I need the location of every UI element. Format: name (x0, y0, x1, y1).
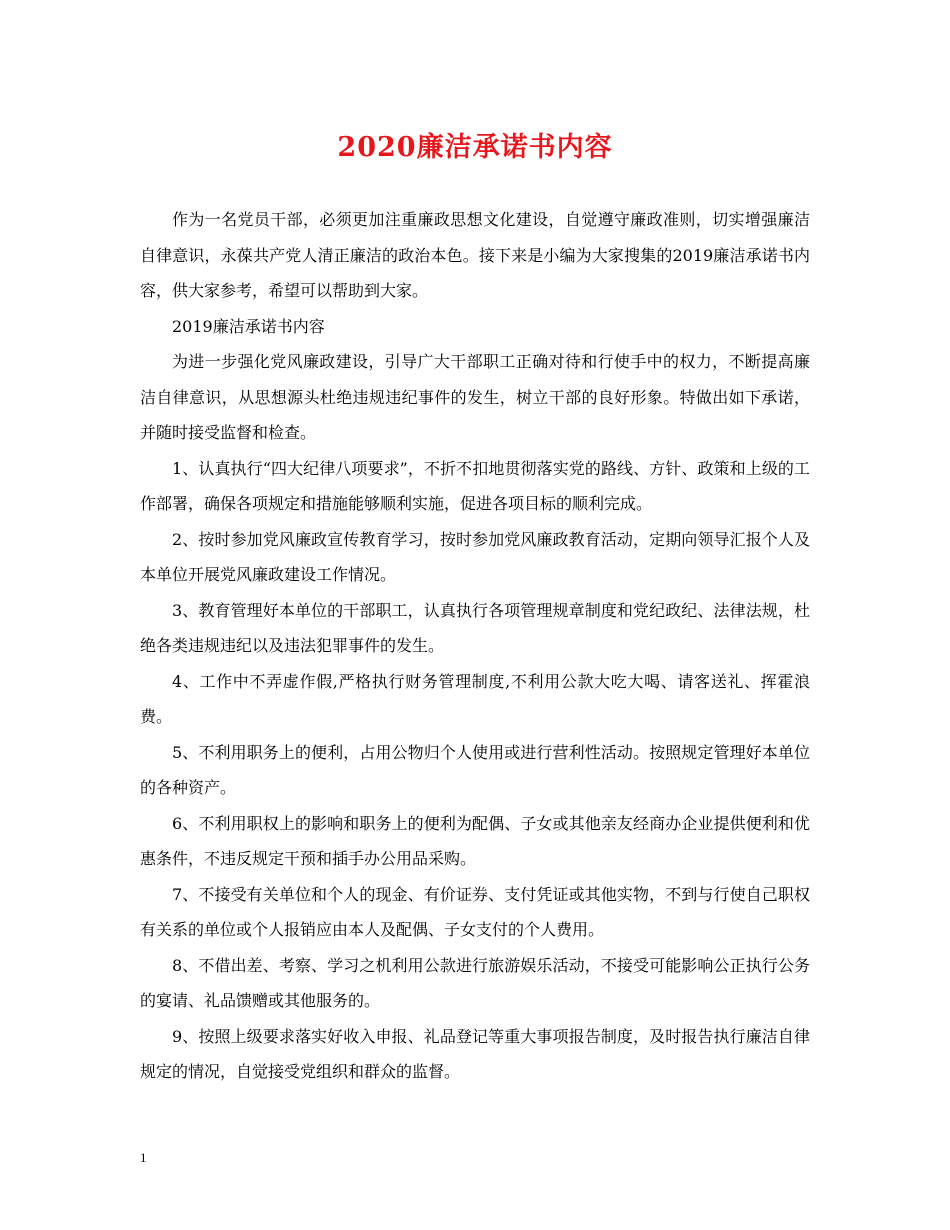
document-body (140, 202, 810, 1090)
intro-paragraph: 作为一名党员干部，必须更加注重廉政思想文化建设，自觉遵守廉政准则，切实增强廉洁自律意识，永葆共产党人清正廉洁的政治本色。接下来是小编为大家搜集的2019廉洁承诺书内容，供大家参考，希望可以帮助到大家。 (140, 210, 810, 300)
commitment-item-3: 3、教育管理好本单位的干部职工，认真执行各项管理规章制度和党纪政纪、法律法规，杜绝各类违规违纪以及违法犯罪事件的发生。 (140, 600, 810, 655)
commitment-item-7: 7、不接受有关单位和个人的现金、有价证券、支付凭证或其他实物，不到与行使自己职权有关系的单位或个人报销应由本人及配偶、子女支付的个人费用。 (140, 884, 810, 939)
document-title: 2020廉洁承诺书内容 (337, 132, 613, 163)
section-heading: 2019廉洁承诺书内容 (172, 316, 325, 336)
preamble-paragraph: 为进一步强化党风廉政建设，引导广大干部职工正确对待和行使手中的权力，不断提高廉洁自律意识，从思想源头杜绝违规违纪事件的发生，树立干部的良好形象。特做出如下承诺，并随时接受监督和检查。 (140, 352, 810, 442)
commitment-item-4: 4、工作中不弄虚作假,严格执行财务管理制度,不利用公款大吃大喝、请客送礼、挥霍浪费。 (140, 671, 810, 726)
commitment-item-9: 9、按照上级要求落实好收入申报、礼品登记等重大事项报告制度，及时报告执行廉洁自律规定的情况，自觉接受党组织和群众的监督。 (140, 1026, 810, 1081)
commitment-item-2: 2、按时参加党风廉政宣传教育学习，按时参加党风廉政教育活动，定期向领导汇报个人及本单位开展党风廉政建设工作情况。 (140, 529, 810, 584)
page-number: 1 (140, 1150, 147, 1165)
commitment-item-6: 6、不利用职权上的影响和职务上的便利为配偶、子女或其他亲友经商办企业提供便利和优惠条件，不违反规定干预和插手办公用品采购。 (140, 813, 810, 868)
commitment-item-1: 1、认真执行“四大纪律八项要求”，不折不扣地贯彻落实党的路线、方针、政策和上级的工作部署，确保各项规定和措施能够顺利实施，促进各项目标的顺利完成。 (140, 458, 810, 513)
commitment-item-5: 5、不利用职务上的便利，占用公物归个人使用或进行营利性活动。按照规定管理好本单位的各种资产。 (140, 742, 810, 797)
commitment-item-8: 8、不借出差、考察、学习之机利用公款进行旅游娱乐活动，不接受可能影响公正执行公务的宴请、礼品馈赠或其他服务的。 (140, 955, 810, 1010)
